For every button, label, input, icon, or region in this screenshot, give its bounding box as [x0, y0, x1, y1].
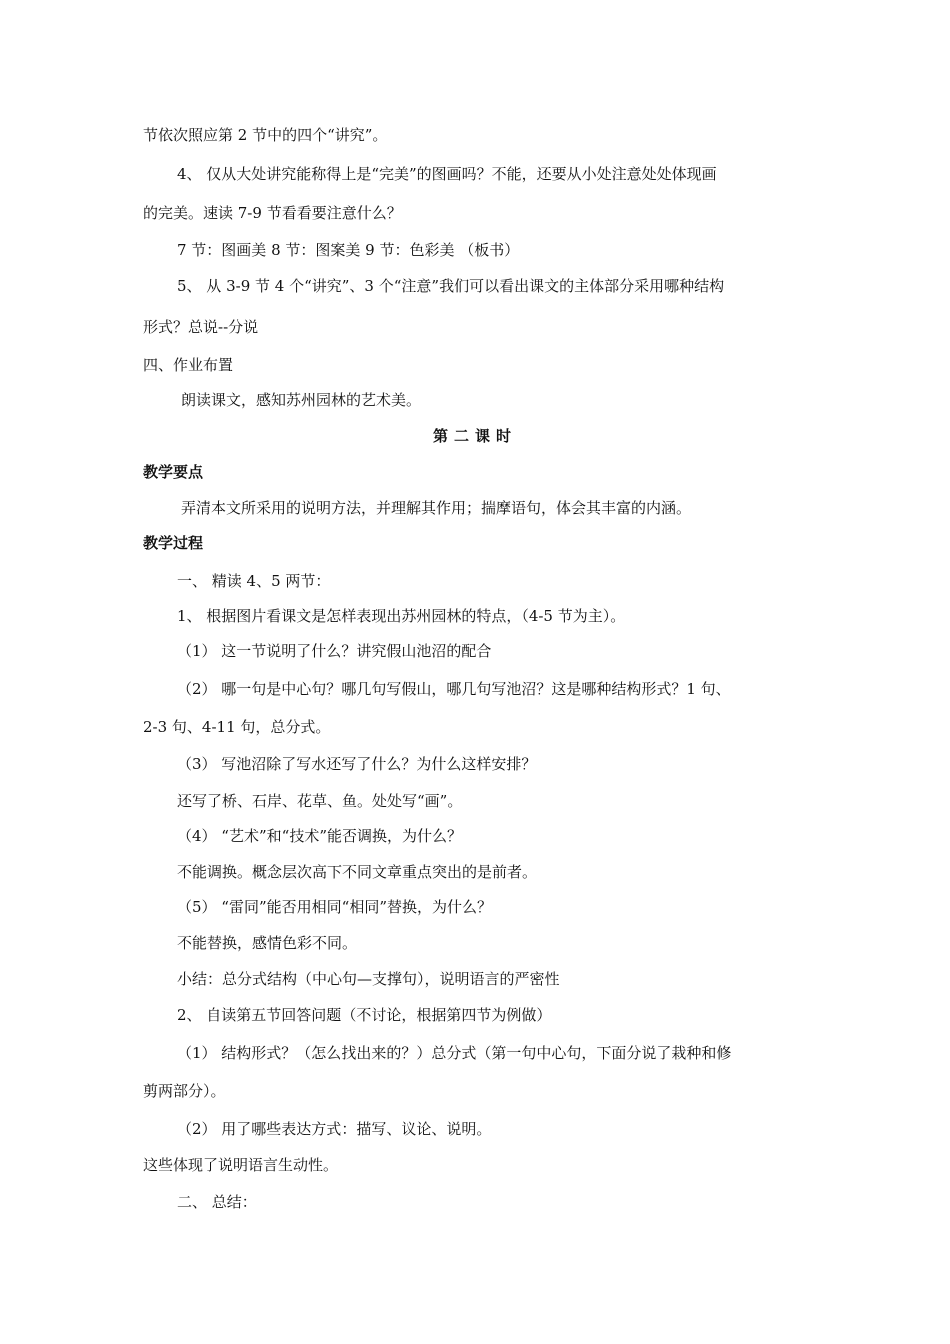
text-line: （4） “艺术”和“技术”能否调换，为什么？	[177, 827, 462, 845]
text-line: 5、 从 3-9 节 4 个“讲究”、3 个“注意”我们可以看出课文的主体部分采用哪种结构	[177, 277, 725, 295]
text-line: （1） 这一节说明了什么？讲究假山池沼的配合	[177, 642, 492, 660]
text-line: 1、 根据图片看课文是怎样表现出苏州园林的特点，（4-5 节为主）。	[177, 607, 626, 625]
text-line: 这些体现了说明语言生动性。	[143, 1156, 339, 1174]
text-line: （1） 结构形式？（怎么找出来的？）总分式（第一句中心句，下面分说了栽种和修	[177, 1044, 732, 1062]
section-heading: 教学要点	[143, 463, 204, 481]
text-line: 4、 仅从大处讲究能称得上是“完美”的图画吗？不能，还要从小处注意处处体现画	[177, 165, 717, 183]
text-line: 还写了桥、石岸、花草、鱼。处处写“画”。	[177, 792, 463, 810]
text-line: 一、 精读 4、5 两节：	[177, 572, 331, 590]
section-heading: 四、作业布置	[143, 356, 234, 374]
text-line: 不能调换。概念层次高下不同文章重点突出的是前者。	[177, 863, 538, 881]
section-heading: 教学过程	[143, 534, 204, 552]
text-line: （2） 用了哪些表达方式：描写、议论、说明。	[177, 1120, 492, 1138]
text-line: 不能替换，感情色彩不同。	[177, 934, 358, 952]
text-line: 2-3 句、4-11 句，总分式。	[143, 718, 331, 736]
text-line: 2、 自读第五节回答问题（不讨论，根据第四节为例做）	[177, 1006, 552, 1024]
text-line: 剪两部分）。	[143, 1082, 226, 1100]
text-line: 形式？总说--分说	[143, 318, 259, 336]
section-heading: 二、 总结：	[177, 1193, 257, 1211]
text-line: 弄清本文所采用的说明方法，并理解其作用；揣摩语句，体会其丰富的内涵。	[181, 499, 692, 517]
text-line: 节依次照应第 2 节中的四个“讲究”。	[143, 126, 388, 144]
text-line: （3） 写池沼除了写水还写了什么？为什么这样安排？	[177, 755, 537, 773]
text-line: 的完美。速读 7-9 节看看要注意什么？	[143, 204, 402, 222]
text-line: 小结：总分式结构（中心句—支撑句），说明语言的严密性	[177, 970, 560, 988]
text-line: 7 节：图画美 8 节：图案美 9 节：色彩美 （板书）	[177, 241, 520, 259]
text-line: 朗读课文，感知苏州园林的艺术美。	[181, 391, 422, 409]
lesson-title: 第二课时	[432, 427, 517, 445]
text-line: （2） 哪一句是中心句？哪几句写假山，哪几句写池沼？这是哪种结构形式？1 句、	[177, 680, 731, 698]
text-line: （5） “雷同”能否用相同“相同”替换，为什么？	[177, 898, 492, 916]
